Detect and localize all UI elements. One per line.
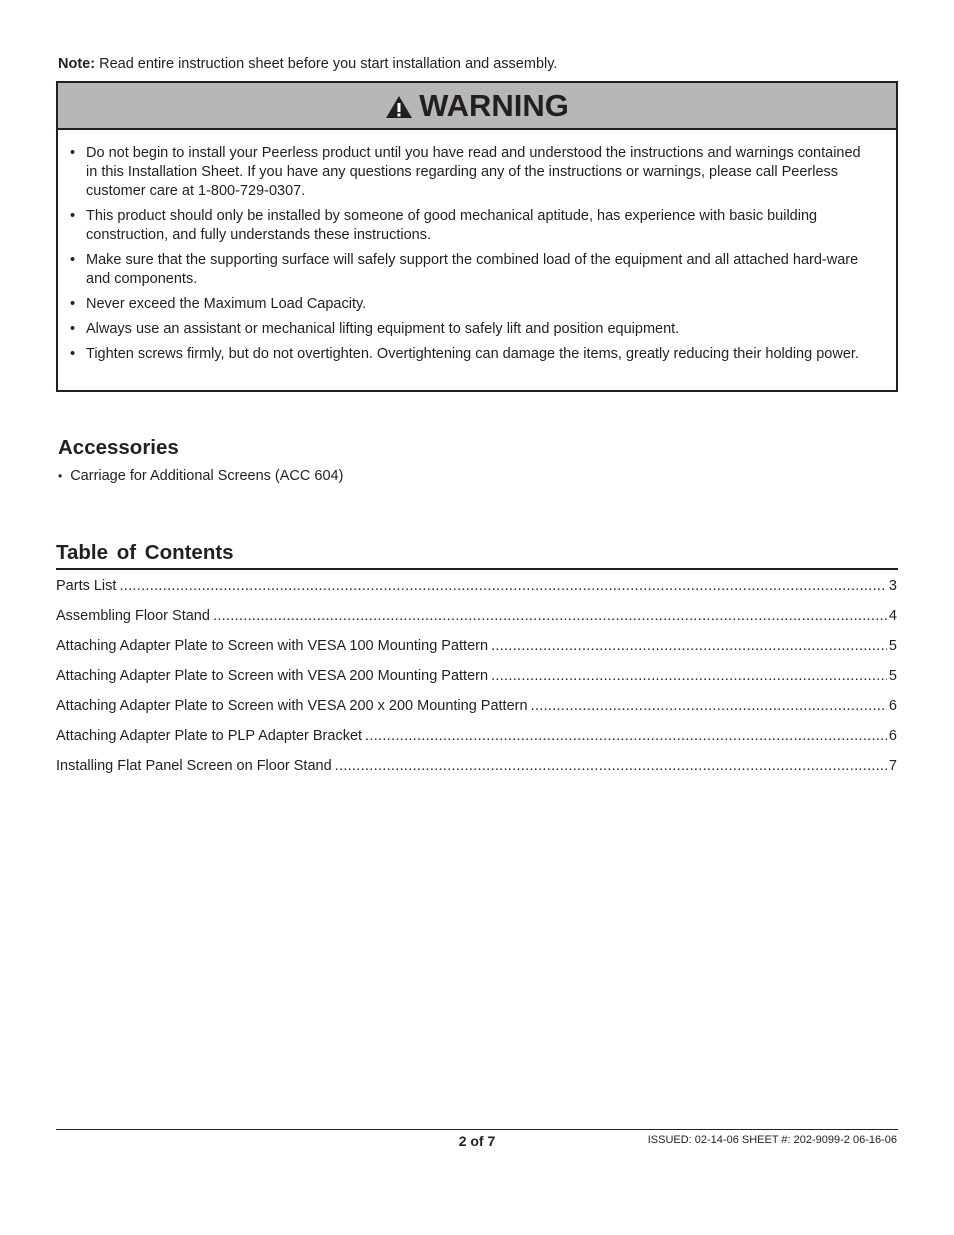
warning-item: • Always use an assistant or mechanical lifting equipment to safely lift and position equipment.	[70, 321, 680, 337]
toc-entry[interactable]: Parts List ..... 3	[56, 576, 897, 606]
warning-triangle-icon	[385, 95, 413, 119]
toc-entry[interactable]: Attaching Adapter Plate to PLP Adapter Bracket ..... 6	[56, 726, 897, 756]
warning-item: • Never exceed the Maximum Load Capacity.	[70, 296, 367, 312]
warning-item: • Tighten screws firmly, but do not overtighten. Overtightening can damage the items, greatly reducing their holding power.	[70, 346, 859, 362]
toc-list	[56, 576, 897, 786]
note-text: Read entire instruction sheet before you start installation and assembly.	[95, 56, 558, 72]
warning-header	[58, 83, 896, 130]
warning-item: • This product should only be installed by someone of good mechanical aptitude, has experience with basic building construction, and fully understands these instructions.	[70, 208, 818, 243]
accessories-title: Accessories	[58, 436, 179, 459]
toc-entry[interactable]: Attaching Adapter Plate to Screen with VESA 200 x 200 Mounting Pattern ..... 6	[56, 696, 897, 726]
footer-divider	[56, 1129, 898, 1130]
toc-entry[interactable]: Assembling Floor Stand ..... 4	[56, 606, 897, 636]
toc-entry[interactable]: Installing Flat Panel Screen on Floor Stand ..... 7	[56, 756, 897, 786]
toc-title: Table of Contents	[56, 541, 234, 564]
note-label: Note:	[58, 56, 96, 72]
toc-entry[interactable]: Attaching Adapter Plate to Screen with VESA 100 Mounting Pattern ..... 5	[56, 636, 897, 666]
toc-entry[interactable]: Attaching Adapter Plate to Screen with VESA 200 Mounting Pattern ..... 5	[56, 666, 897, 696]
page-number: 2 of 7	[458, 1133, 496, 1149]
warning-item: • Make sure that the supporting surface will safely support the combined load of the equipment and all attached hard-ware and components.	[70, 252, 859, 287]
warning-item: • Do not begin to install your Peerless product until you have read and understood the instructions and warnings contained in this Installation Sheet. If you have any questions regarding any of the instructions or warnings, please call Peerless customer care at 1-800-729-0307.	[70, 145, 861, 199]
issued-info: ISSUED: 02-14-06 SHEET #: 202-9099-2 06-16-06	[647, 1134, 897, 1146]
warning-list	[58, 130, 896, 364]
accessory-item: • Carriage for Additional Screens (ACC 604)	[58, 468, 344, 484]
warning-box	[56, 81, 898, 392]
warning-title: WARNING	[419, 88, 569, 123]
toc-divider	[56, 568, 898, 570]
note-line	[58, 55, 557, 73]
